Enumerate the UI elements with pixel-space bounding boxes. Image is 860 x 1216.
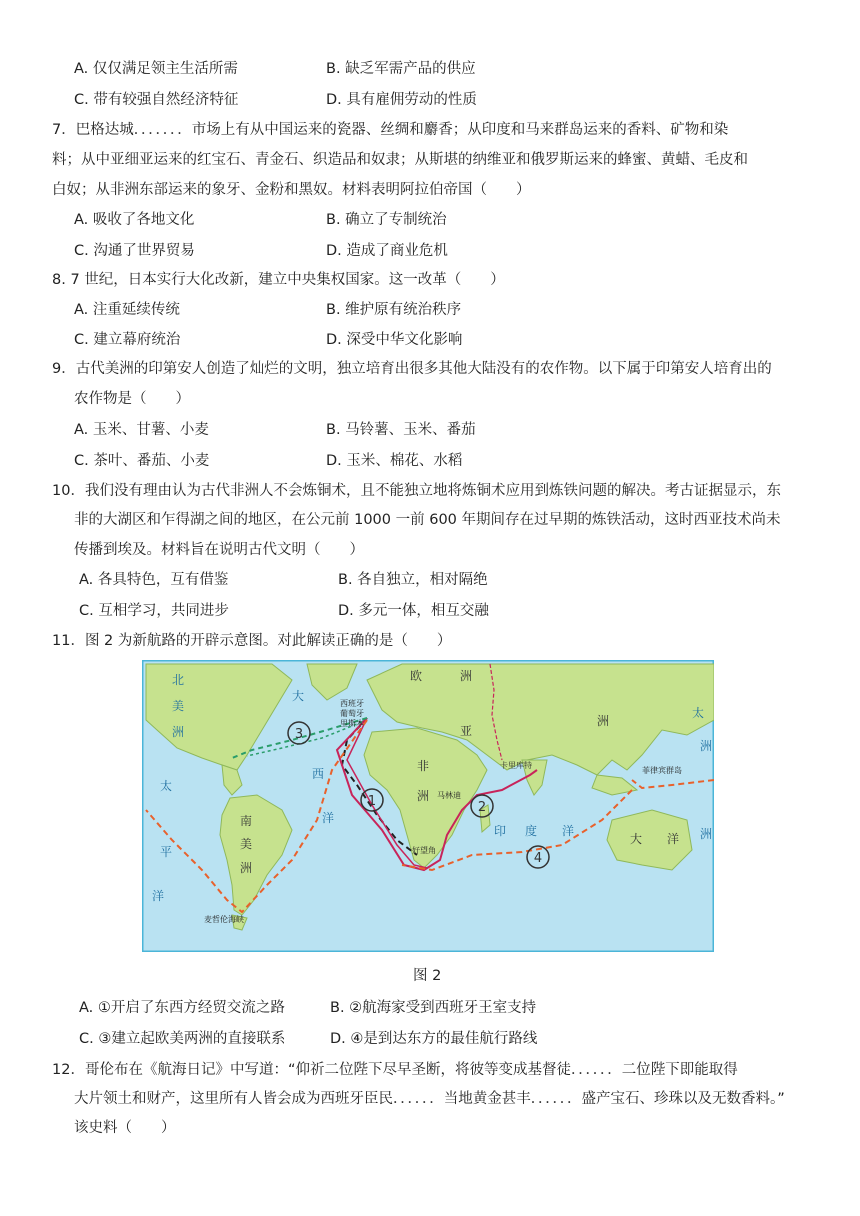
label-zhou-af: 洲 xyxy=(417,789,430,803)
q8-stem-line: 8. 7 世纪，日本实行大化改新，建立中央集权国家。这一改革（ ） xyxy=(52,272,505,288)
label-portugal: 葡萄牙 xyxy=(340,709,364,718)
q9-option-d: D. 玉米、棉花、水稻 xyxy=(326,453,463,469)
q8-option-b: B. 维护原有统治秩序 xyxy=(326,302,462,318)
label-da-au: 大 xyxy=(630,832,643,846)
q11-stem-line: 11．图 2 为新航路的开辟示意图。对此解读正确的是（ ） xyxy=(52,633,452,649)
q7-stem-line: 7．巴格达城．．．．．．．市场上有从中国运来的瓷器、丝绸和麝香；从印度和马来群岛运来的香料、矿物和染 xyxy=(52,122,729,138)
route-mark-2-label: 2 xyxy=(477,800,487,815)
label-philippines: 菲律宾群岛 xyxy=(642,766,682,775)
label-spain: 西班牙 xyxy=(340,699,364,708)
q6-option-b: B. 缺乏军需产品的供应 xyxy=(326,61,476,77)
route-mark-4-label: 4 xyxy=(533,851,543,866)
label-yin: 印 xyxy=(494,824,507,838)
q6-option-a: A. 仅仅满足领主生活所需 xyxy=(74,61,238,77)
label-tai1: 太 xyxy=(160,779,173,793)
label-yang-in: 洋 xyxy=(562,824,575,838)
q6-option-c: C. 带有较强自然经济特征 xyxy=(74,92,239,108)
q10-stem-line: 非的大湖区和乍得湖之间的地区，在公元前 1000 一前 600 年期间存在过早期的炼铁活动，这时西亚技术尚未 xyxy=(74,512,781,528)
label-xi: 西 xyxy=(312,767,325,781)
label-zhou-as: 洲 xyxy=(597,714,610,728)
label-da: 大 xyxy=(292,689,305,703)
figure-caption: 图 2 xyxy=(413,968,442,984)
q9-option-a: A. 玉米、甘薯、小麦 xyxy=(74,422,209,438)
q12-stem-line: 大片领土和财产，这里所有人皆会成为西班牙臣民．．．．．．当地黄金甚丰．．．．．．盛产宝石、珍珠以及无数香料。” xyxy=(74,1091,785,1107)
q11-option-c: C. ③建立起欧美两洲的直接联系 xyxy=(79,1031,286,1047)
label-zhou-eu: 洲 xyxy=(460,669,473,683)
q7-option-d: D. 造成了商业危机 xyxy=(326,243,448,259)
label-yang: 洋 xyxy=(322,811,335,825)
route-mark-3-label: 3 xyxy=(294,727,304,742)
label-na1: 北 xyxy=(172,673,185,687)
label-na3: 洲 xyxy=(172,725,185,739)
q9-option-c: C. 茶叶、番茄、小麦 xyxy=(74,453,210,469)
q8-option-d: D. 深受中华文化影响 xyxy=(326,332,463,348)
q8-option-c: C. 建立幕府统治 xyxy=(74,332,181,348)
q10-option-a: A. 各具特色，互有借鉴 xyxy=(79,572,229,588)
label-fei: 非 xyxy=(417,759,430,773)
label-lisbon: 里斯本 xyxy=(340,719,364,728)
label-zhou-au: 洲 xyxy=(700,827,713,841)
map-svg xyxy=(142,660,714,952)
q10-option-d: D. 多元一体，相互交融 xyxy=(338,603,489,619)
q7-option-c: C. 沟通了世界贸易 xyxy=(74,243,195,259)
route-mark-1-label: 1 xyxy=(367,794,377,809)
label-ping1: 平 xyxy=(160,845,173,859)
label-cape: 好望角 xyxy=(412,846,436,855)
q7-stem-line: 料；从中亚细亚运来的红宝石、青金石、织造品和奴隶；从斯堪的纳维亚和俄罗斯运来的蜂蜜、黄蜡、毛皮和 xyxy=(52,152,748,168)
label-malindi: 马林迪 xyxy=(437,791,461,800)
q8-option-a: A. 注重延续传统 xyxy=(74,302,180,318)
q7-option-b: B. 确立了专制统治 xyxy=(326,212,447,228)
label-mei: 美 xyxy=(240,837,253,851)
q7-option-a: A. 吸收了各地文化 xyxy=(74,212,195,228)
label-zhou-r: 洲 xyxy=(700,739,713,753)
q7-stem-line: 白奴；从非洲东部运来的象牙、金粉和黑奴。材料表明阿拉伯帝国（ ） xyxy=(52,182,531,198)
q10-option-b: B. 各自独立，相对隔绝 xyxy=(338,572,488,588)
q9-stem-line: 农作物是（ ） xyxy=(74,391,190,407)
label-du: 度 xyxy=(525,824,538,838)
label-yang1: 洋 xyxy=(152,889,165,903)
label-yang-au: 洋 xyxy=(667,832,680,846)
australia-land xyxy=(607,810,692,870)
q6-option-d: D. 具有雇佣劳动的性质 xyxy=(326,92,477,108)
q10-stem-line: 10．我们没有理由认为古代非洲人不会炼铜术，且不能独立地将炼铜术应用到炼铁问题的解决。考古证据显示，东 xyxy=(52,483,781,499)
q10-option-c: C. 互相学习，共同进步 xyxy=(79,603,229,619)
new-routes-map xyxy=(142,660,714,952)
label-ya: 亚 xyxy=(460,724,473,738)
label-nan: 南 xyxy=(240,814,253,828)
q9-stem-line: 9．古代美洲的印第安人创造了灿烂的文明，独立培育出很多其他大陆没有的农作物。以下属于印第安人培育出的 xyxy=(52,361,772,377)
q11-option-a: A. ①开启了东西方经贸交流之路 xyxy=(79,1000,285,1016)
label-na2: 美 xyxy=(172,699,185,713)
q11-option-b: B. ②航海家受到西班牙王室支持 xyxy=(330,1000,537,1016)
label-ou: 欧 xyxy=(410,669,423,683)
label-calicut: 卡里库特 xyxy=(500,761,532,770)
q10-stem-line: 传播到埃及。材料旨在说明古代文明（ ） xyxy=(74,542,364,558)
q12-stem-line: 12．哥伦布在《航海日记》中写道：“仰祈二位陛下尽早圣断，将彼等变成基督徒．．．．．．二位陛下即能取得 xyxy=(52,1062,738,1078)
q9-option-b: B. 马铃薯、玉米、番茄 xyxy=(326,422,476,438)
label-zhou-sa: 洲 xyxy=(240,861,253,875)
label-tai-r: 太 xyxy=(692,706,705,720)
q12-stem-line: 该史料（ ） xyxy=(74,1120,176,1136)
q11-option-d: D. ④是到达东方的最佳航行路线 xyxy=(330,1031,538,1047)
label-magellan: 麦哲伦海峡 xyxy=(204,915,244,924)
